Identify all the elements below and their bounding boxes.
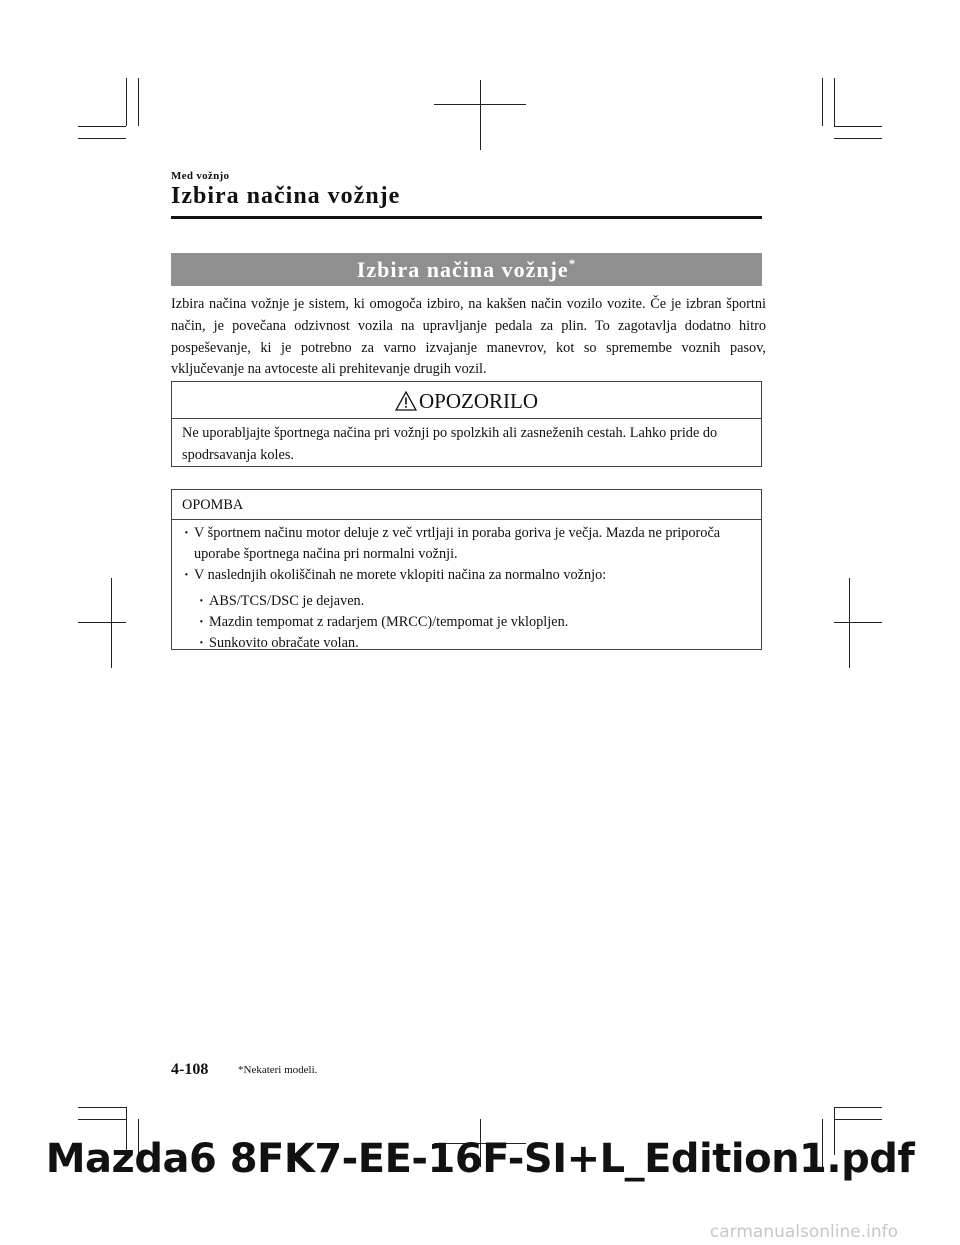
page-number: 4-108 <box>171 1061 209 1078</box>
section-title-text: Izbira načina vožnje <box>356 257 569 282</box>
page-heading: Izbira načina vožnje <box>171 183 401 209</box>
crop-mark <box>78 126 126 127</box>
crop-mark <box>126 78 127 126</box>
warning-header <box>172 382 761 419</box>
intro-paragraph: Izbira načina vožnje je sistem, ki omogoča izbiro, na kakšen način vozilo vozite. Če je izbran športni način, je povečana odzivnost vozila na upravljanje pedala za plin. To zagotavlja dodatno hitro pospeševanje, ki je potrebno za varno izvajanje manevrov, kot so spremembe voznih pasov, vključevanje na avtoceste ali prehitevanje drugih vozil. <box>171 296 766 378</box>
list-item: · V naslednjih okoliščinah ne morete vklopiti načina za normalno vožnjo: <box>184 565 749 586</box>
crop-mark <box>78 1107 126 1108</box>
sub-list-item: · Mazdin tempomat z radarjem (MRCC)/tempomat je vklopljen. <box>199 612 749 633</box>
warning-label: OPOZORILO <box>419 389 538 413</box>
section-label: Med vožnjo <box>171 170 230 182</box>
heading-rule <box>171 216 762 219</box>
warning-triangle-icon <box>395 391 417 411</box>
sub-list-item: · ABS/TCS/DSC je dejaven. <box>199 591 749 612</box>
crop-mark <box>834 126 882 127</box>
crop-mark <box>849 578 850 668</box>
sub-list-item: · Sunkovito obračate volan. <box>199 633 749 654</box>
crop-mark <box>834 622 882 623</box>
pdf-filename: Mazda6 8FK7-EE-16F-SI+L_Edition1.pdf <box>45 1136 915 1182</box>
warning-text: Ne uporabljajte športnega načina pri vožnji po spolzkih ali zasneženih cestah. Lahko pride do spodrsavanja koles. <box>182 425 718 463</box>
crop-mark <box>834 1107 882 1108</box>
note-box <box>171 489 762 650</box>
crop-mark <box>822 78 823 126</box>
crop-mark <box>111 578 112 668</box>
crop-mark <box>78 138 126 139</box>
footnote-mark: * <box>568 256 577 271</box>
crop-mark <box>834 1119 882 1120</box>
crop-mark <box>480 80 481 150</box>
warning-box <box>171 381 762 467</box>
note-body <box>172 520 761 654</box>
section-title <box>171 253 762 286</box>
crop-mark <box>138 78 139 126</box>
crop-mark <box>834 78 835 126</box>
list-item: · V športnem načinu motor deluje z več vrtljaji in poraba goriva je večja. Mazda ne priporoča uporabe športnega načina pri normalni vožnji. <box>184 523 749 565</box>
watermark: carmanualsonline.info <box>709 1222 898 1242</box>
crop-mark <box>78 622 126 623</box>
crop-mark <box>78 1119 126 1120</box>
footnote: *Nekateri modeli. <box>238 1064 318 1076</box>
note-label: OPOMBA <box>172 490 761 520</box>
crop-mark <box>834 138 882 139</box>
